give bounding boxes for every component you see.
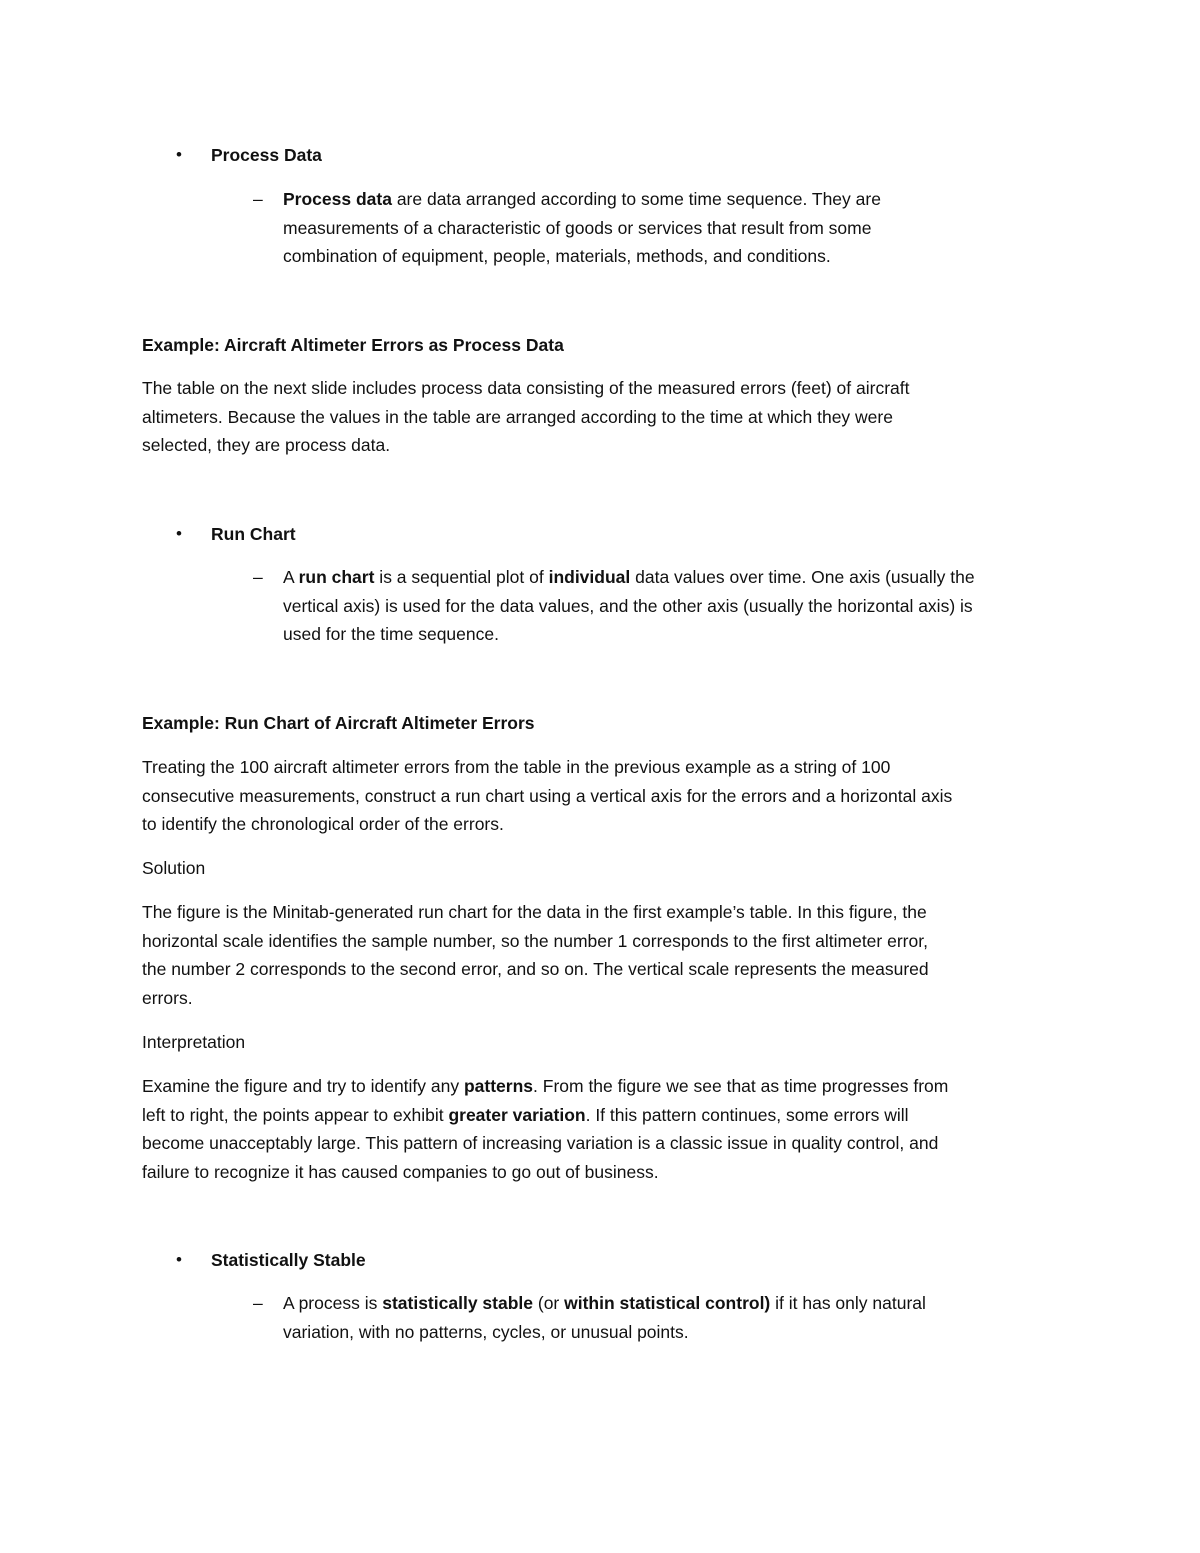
- definition-text: A: [283, 567, 299, 587]
- paragraph-line: the number 2 corresponds to the second error, and so on. The vertical scale represents the measured: [142, 959, 929, 979]
- dash-marker: –: [253, 567, 263, 587]
- paragraph-line: The table on the next slide includes process data consisting of the measured errors (feet) of aircraft: [142, 378, 910, 398]
- interpretation-paragraph: [142, 1072, 948, 1186]
- bullet-dot: •: [176, 524, 182, 543]
- heading-text: Example: Run Chart of Aircraft Altimeter Errors: [142, 713, 535, 733]
- definition-text: if it has only natural: [770, 1293, 926, 1313]
- paragraph-line: Treating the 100 aircraft altimeter errors from the table in the previous example as a string of 100: [142, 757, 891, 777]
- definition-text: A process is: [283, 1293, 383, 1313]
- solution-label: Solution: [142, 858, 206, 878]
- definition-term: Process data: [283, 189, 392, 209]
- dash-marker: –: [253, 189, 263, 209]
- bullet-dot: •: [176, 1250, 182, 1269]
- definition-text: (or: [533, 1293, 565, 1313]
- bullet-dot: •: [176, 145, 182, 164]
- bullet-title-statistically-stable: [211, 1246, 366, 1275]
- paragraph-line: become unacceptably large. This pattern of increasing variation is a classic issue in quality control, and: [142, 1133, 939, 1153]
- example1-paragraph: [142, 374, 909, 460]
- paragraph-text: . If this pattern continues, some errors will: [585, 1104, 909, 1125]
- definition-line: [283, 563, 975, 592]
- definition-line: combination of equipment, people, materials, methods, and conditions.: [283, 246, 831, 266]
- definition-line: vertical axis) is used for the data values, and the other axis (usually the horizontal axis) is: [283, 595, 973, 616]
- paragraph-line: errors.: [142, 987, 193, 1008]
- definition-line: used for the time sequence.: [283, 624, 499, 644]
- bullet-title-run-chart: [211, 520, 296, 549]
- example1-heading: [142, 331, 564, 360]
- process-data-definition: [283, 185, 881, 271]
- definition-line: measurements of a characteristic of goods or services that result from some: [283, 217, 872, 238]
- example2-heading: [142, 709, 535, 738]
- paragraph-line: altimeters. Because the values in the table are arranged according to the time at which they were: [142, 406, 893, 427]
- definition-term: individual: [548, 567, 631, 587]
- paragraph-line: consecutive measurements, construct a run chart using a vertical axis for the errors and a horizontal axis: [142, 785, 953, 806]
- definition-term: within statistical control): [564, 1293, 771, 1313]
- dash-marker: –: [253, 1293, 263, 1313]
- solution-paragraph: [142, 898, 929, 1012]
- bullet-title-text: Run Chart: [211, 524, 296, 544]
- definition-term: run chart: [298, 567, 375, 587]
- paragraph-line: selected, they are process data.: [142, 435, 391, 455]
- paragraph-text: left to right, the points appear to exhibit: [142, 1104, 449, 1125]
- heading-text: Example: Aircraft Altimeter Errors as Process Data: [142, 335, 564, 355]
- paragraph-line: The figure is the Minitab-generated run chart for the data in the first example’s table. In this figure, the: [142, 902, 927, 922]
- example2-paragraph: [142, 753, 952, 839]
- definition-text: is a sequential plot of: [374, 567, 549, 587]
- paragraph-line: [142, 1101, 948, 1130]
- bullet-title-text: Process Data: [211, 145, 322, 165]
- stable-definition: [283, 1289, 926, 1346]
- definition-term: statistically stable: [382, 1293, 533, 1313]
- run-chart-definition: [283, 563, 975, 649]
- bullet-title-process-data: [211, 141, 322, 170]
- definition-text: are data arranged according to some time sequence. They are: [391, 189, 881, 209]
- bullet-title-text: Statistically Stable: [211, 1250, 366, 1270]
- paragraph-line: to identify the chronological order of the errors.: [142, 814, 504, 834]
- paragraph-line: horizontal scale identifies the sample number, so the number 1 corresponds to the first altimeter error,: [142, 930, 928, 951]
- paragraph-line: failure to recognize it has caused companies to go out of business.: [142, 1161, 659, 1182]
- emphasis-text: patterns: [463, 1076, 534, 1096]
- paragraph-text: . From the figure we see that as time progresses from: [533, 1076, 949, 1096]
- paragraph-text: Examine the figure and try to identify any: [142, 1076, 464, 1096]
- paragraph-line: [142, 1072, 948, 1101]
- definition-line: [283, 185, 881, 214]
- interpretation-label: Interpretation: [142, 1032, 246, 1052]
- emphasis-text: greater variation: [448, 1104, 586, 1125]
- definition-line: variation, with no patterns, cycles, or unusual points.: [283, 1321, 689, 1342]
- definition-line: [283, 1289, 926, 1318]
- definition-text: data values over time. One axis (usually the: [630, 567, 975, 587]
